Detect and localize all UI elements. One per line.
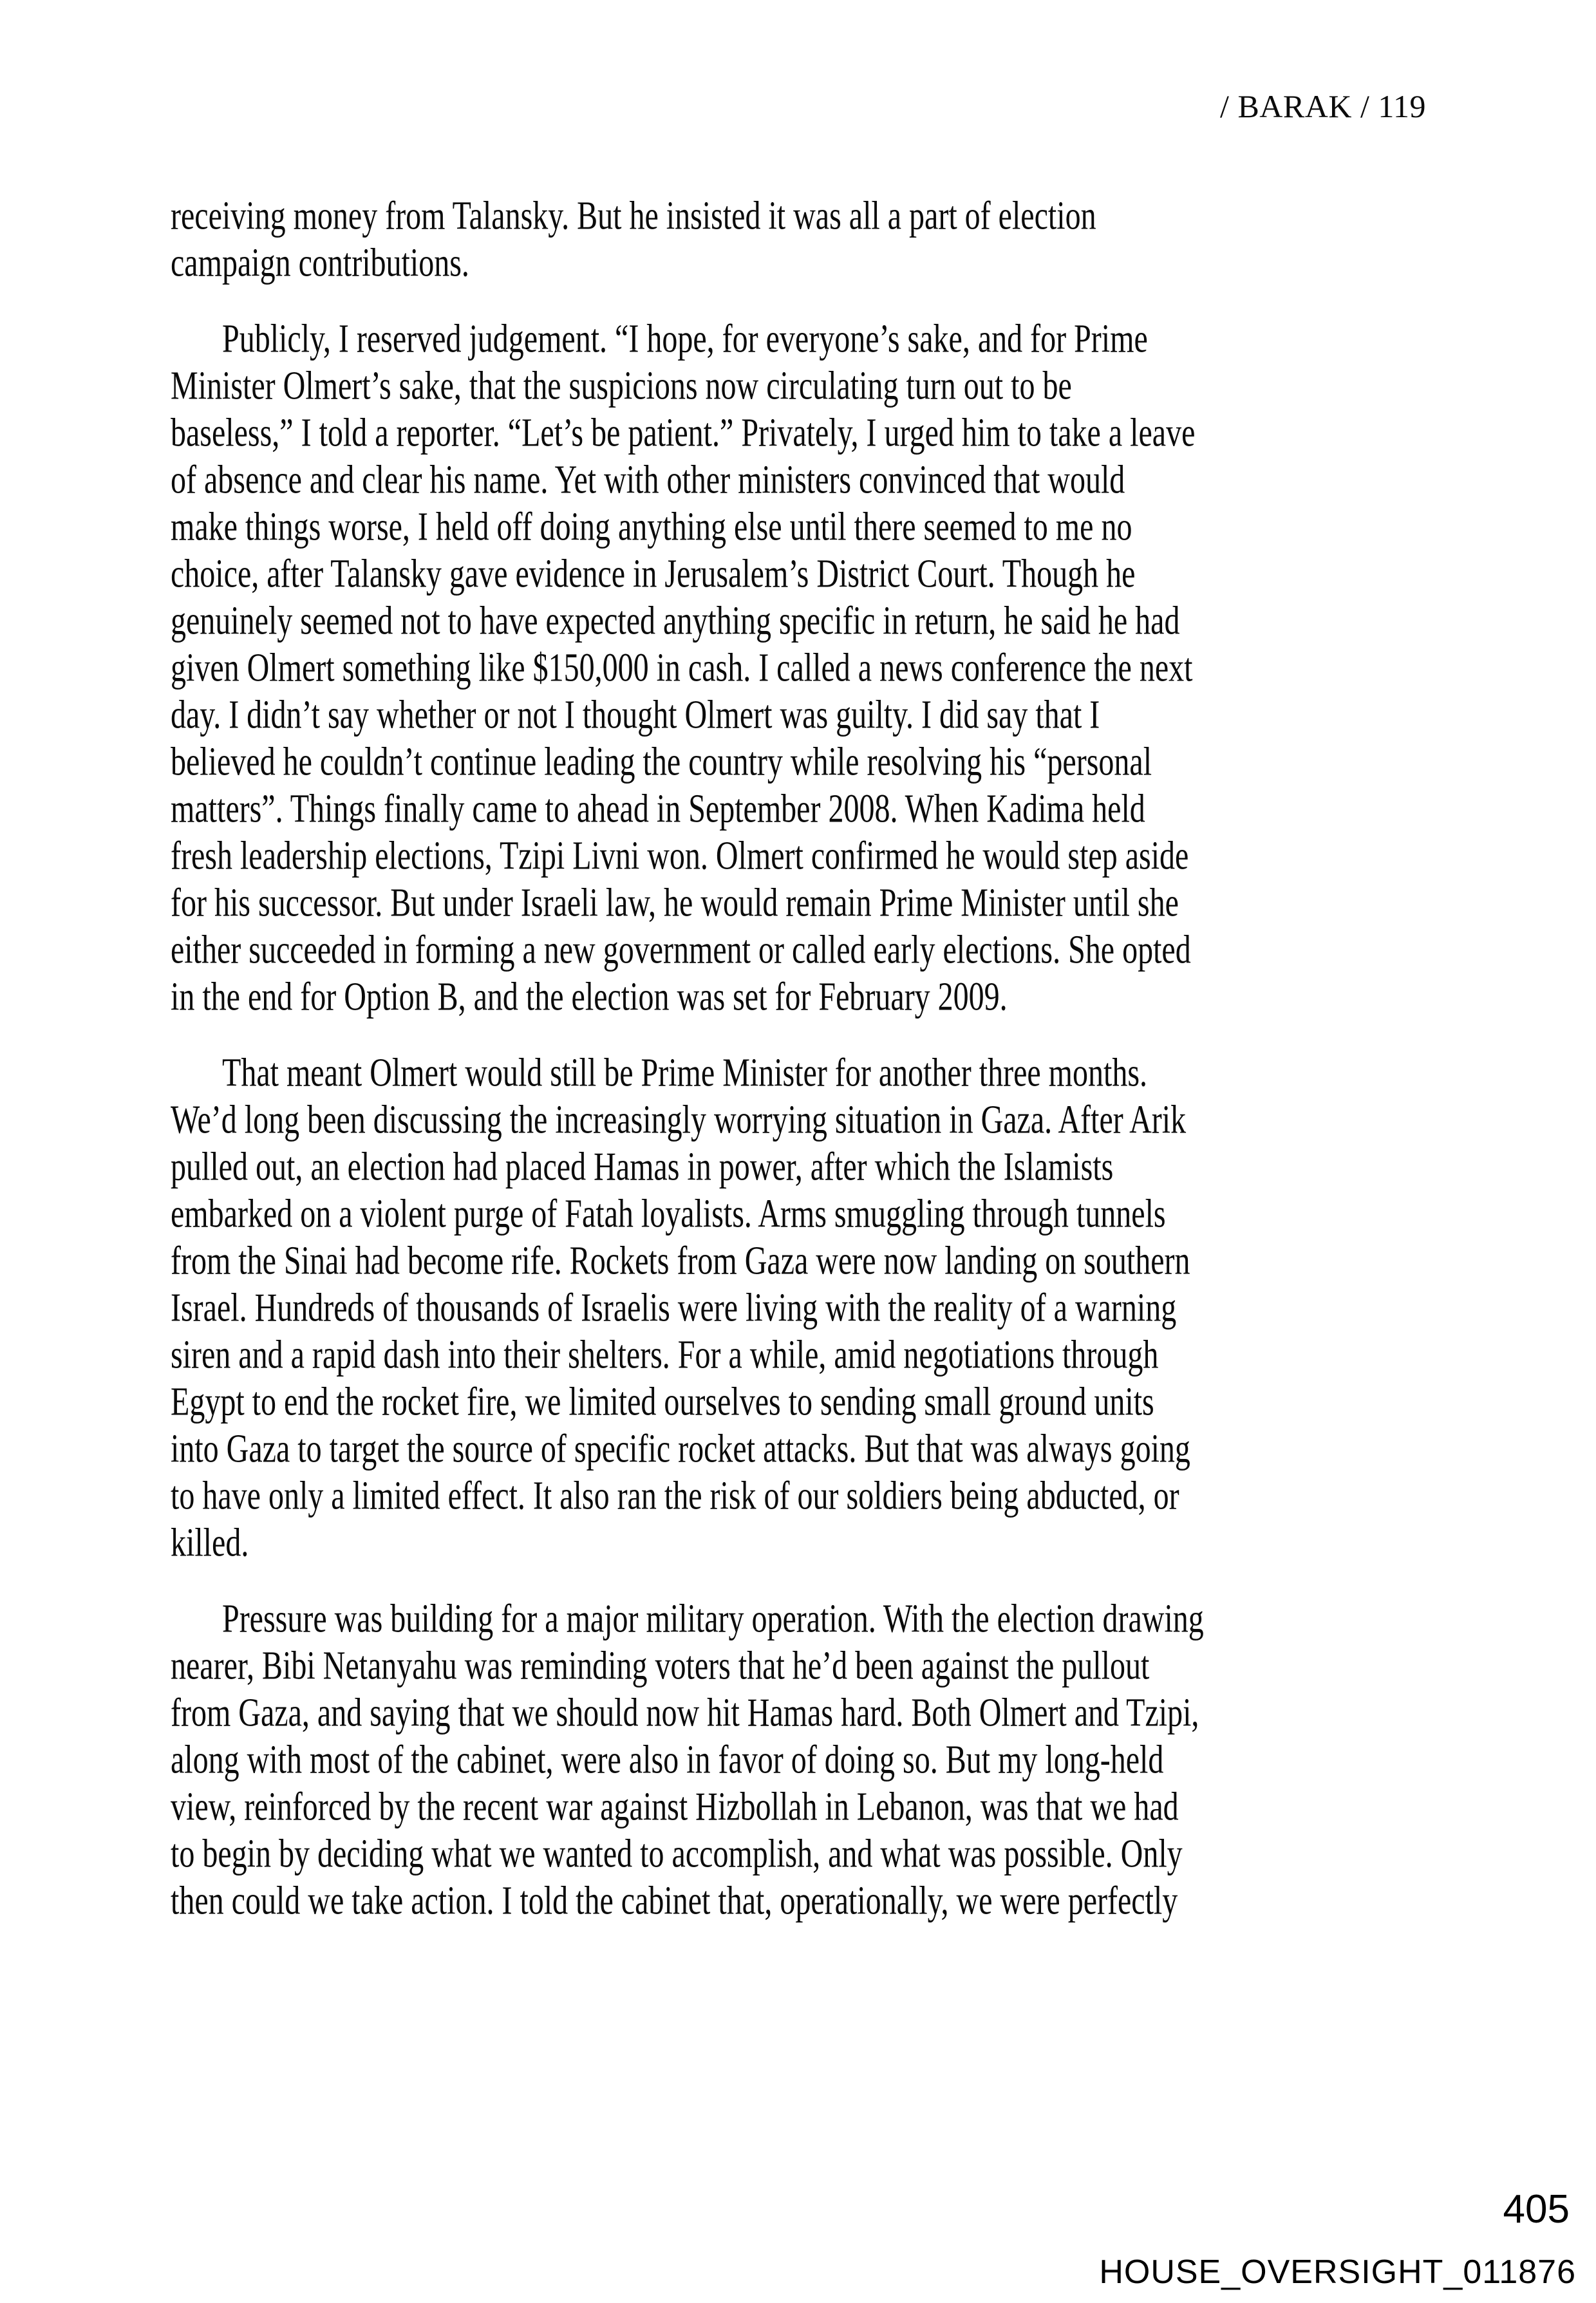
text-line: view, reinforced by the recent war against Hizbollah in Lebanon, was that we had — [171, 1785, 1179, 1829]
text-line: nearer, Bibi Netanyahu was reminding voters that he’d been against the pullout — [171, 1644, 1150, 1688]
text-line: from Gaza, and saying that we should now hit Hamas hard. Both Olmert and Tzipi, — [171, 1691, 1199, 1735]
text-line: Publicly, I reserved judgement. “I hope, for everyone’s sake, and for Prime — [222, 317, 1148, 361]
text-line: Minister Olmert’s sake, that the suspicions now circulating turn out to be — [171, 364, 1072, 408]
text-line: pulled out, an election had placed Hamas in power, after which the Islamists — [171, 1145, 1114, 1189]
text-line: from the Sinai had become rife. Rockets from Gaza were now landing on southern — [171, 1239, 1190, 1283]
text-line: fresh leadership elections, Tzipi Livni won. Olmert confirmed he would step aside — [171, 834, 1189, 878]
text-line: along with most of the cabinet, were also in favor of doing so. But my long-held — [171, 1738, 1164, 1782]
text-line: into Gaza to target the source of specific rocket attacks. But that was always going — [171, 1427, 1190, 1471]
text-line: baseless,” I told a reporter. “Let’s be patient.” Privately, I urged him to take a leave — [171, 411, 1196, 455]
text-line: given Olmert something like $150,000 in cash. I called a news conference the next — [171, 646, 1193, 690]
text-line: embarked on a violent purge of Fatah loyalists. Arms smuggling through tunnels — [171, 1192, 1166, 1236]
page-number: 405 — [1503, 2187, 1570, 2232]
text-line: then could we take action. I told the cabinet that, operationally, we were perfectly — [171, 1879, 1178, 1923]
text-line: day. I didn’t say whether or not I thought Olmert was guilty. I did say that I — [171, 693, 1100, 737]
text-line: Israel. Hundreds of thousands of Israelis were living with the reality of a warning — [171, 1286, 1177, 1330]
text-line: choice, after Talansky gave evidence in Jerusalem’s District Court. Though he — [171, 552, 1136, 596]
text-line: genuinely seemed not to have expected anything specific in return, he said he had — [171, 599, 1180, 643]
paragraph-publicly-reserved-judgement — [171, 315, 1458, 1020]
paragraph-olmert-three-months — [171, 1049, 1458, 1566]
text-line: to begin by deciding what we wanted to accomplish, and what was possible. Only — [171, 1832, 1183, 1876]
text-line: make things worse, I held off doing anything else until there seemed to me no — [171, 505, 1132, 549]
text-line: believed he couldn’t continue leading the country while resolving his “personal — [171, 740, 1152, 784]
text-line: either succeeded in forming a new government or called early elections. She opted — [171, 928, 1191, 972]
text-line: matters”. Things finally came to ahead in September 2008. When Kadima held — [171, 787, 1145, 831]
body-text — [171, 193, 1458, 1924]
bates-stamp: HOUSE_OVERSIGHT_011876 — [1099, 2253, 1576, 2291]
paragraph-pressure-building — [171, 1595, 1458, 1924]
text-line: That meant Olmert would still be Prime Minister for another three months. — [222, 1051, 1148, 1095]
running-header: / BARAK / 119 — [1220, 88, 1426, 124]
text-line: siren and a rapid dash into their shelters. For a while, amid negotiations through — [171, 1333, 1159, 1377]
text-line: campaign contributions. — [171, 241, 469, 285]
paragraph-continuation — [171, 193, 1458, 287]
text-line: to have only a limited effect. It also ran the risk of our soldiers being abducted, or — [171, 1474, 1179, 1518]
text-line: in the end for Option B, and the election was set for February 2009. — [171, 975, 1008, 1019]
text-line: of absence and clear his name. Yet with other ministers convinced that would — [171, 458, 1125, 502]
text-line: for his successor. But under Israeli law, he would remain Prime Minister until she — [171, 881, 1179, 925]
text-line: Egypt to end the rocket fire, we limited ourselves to sending small ground units — [171, 1380, 1154, 1424]
text-line: We’d long been discussing the increasingly worrying situation in Gaza. After Arik — [171, 1098, 1187, 1142]
text-line: killed. — [171, 1521, 249, 1565]
text-line: Pressure was building for a major military operation. With the election drawing — [222, 1597, 1204, 1641]
text-line: receiving money from Talansky. But he insisted it was all a part of election — [171, 194, 1096, 238]
